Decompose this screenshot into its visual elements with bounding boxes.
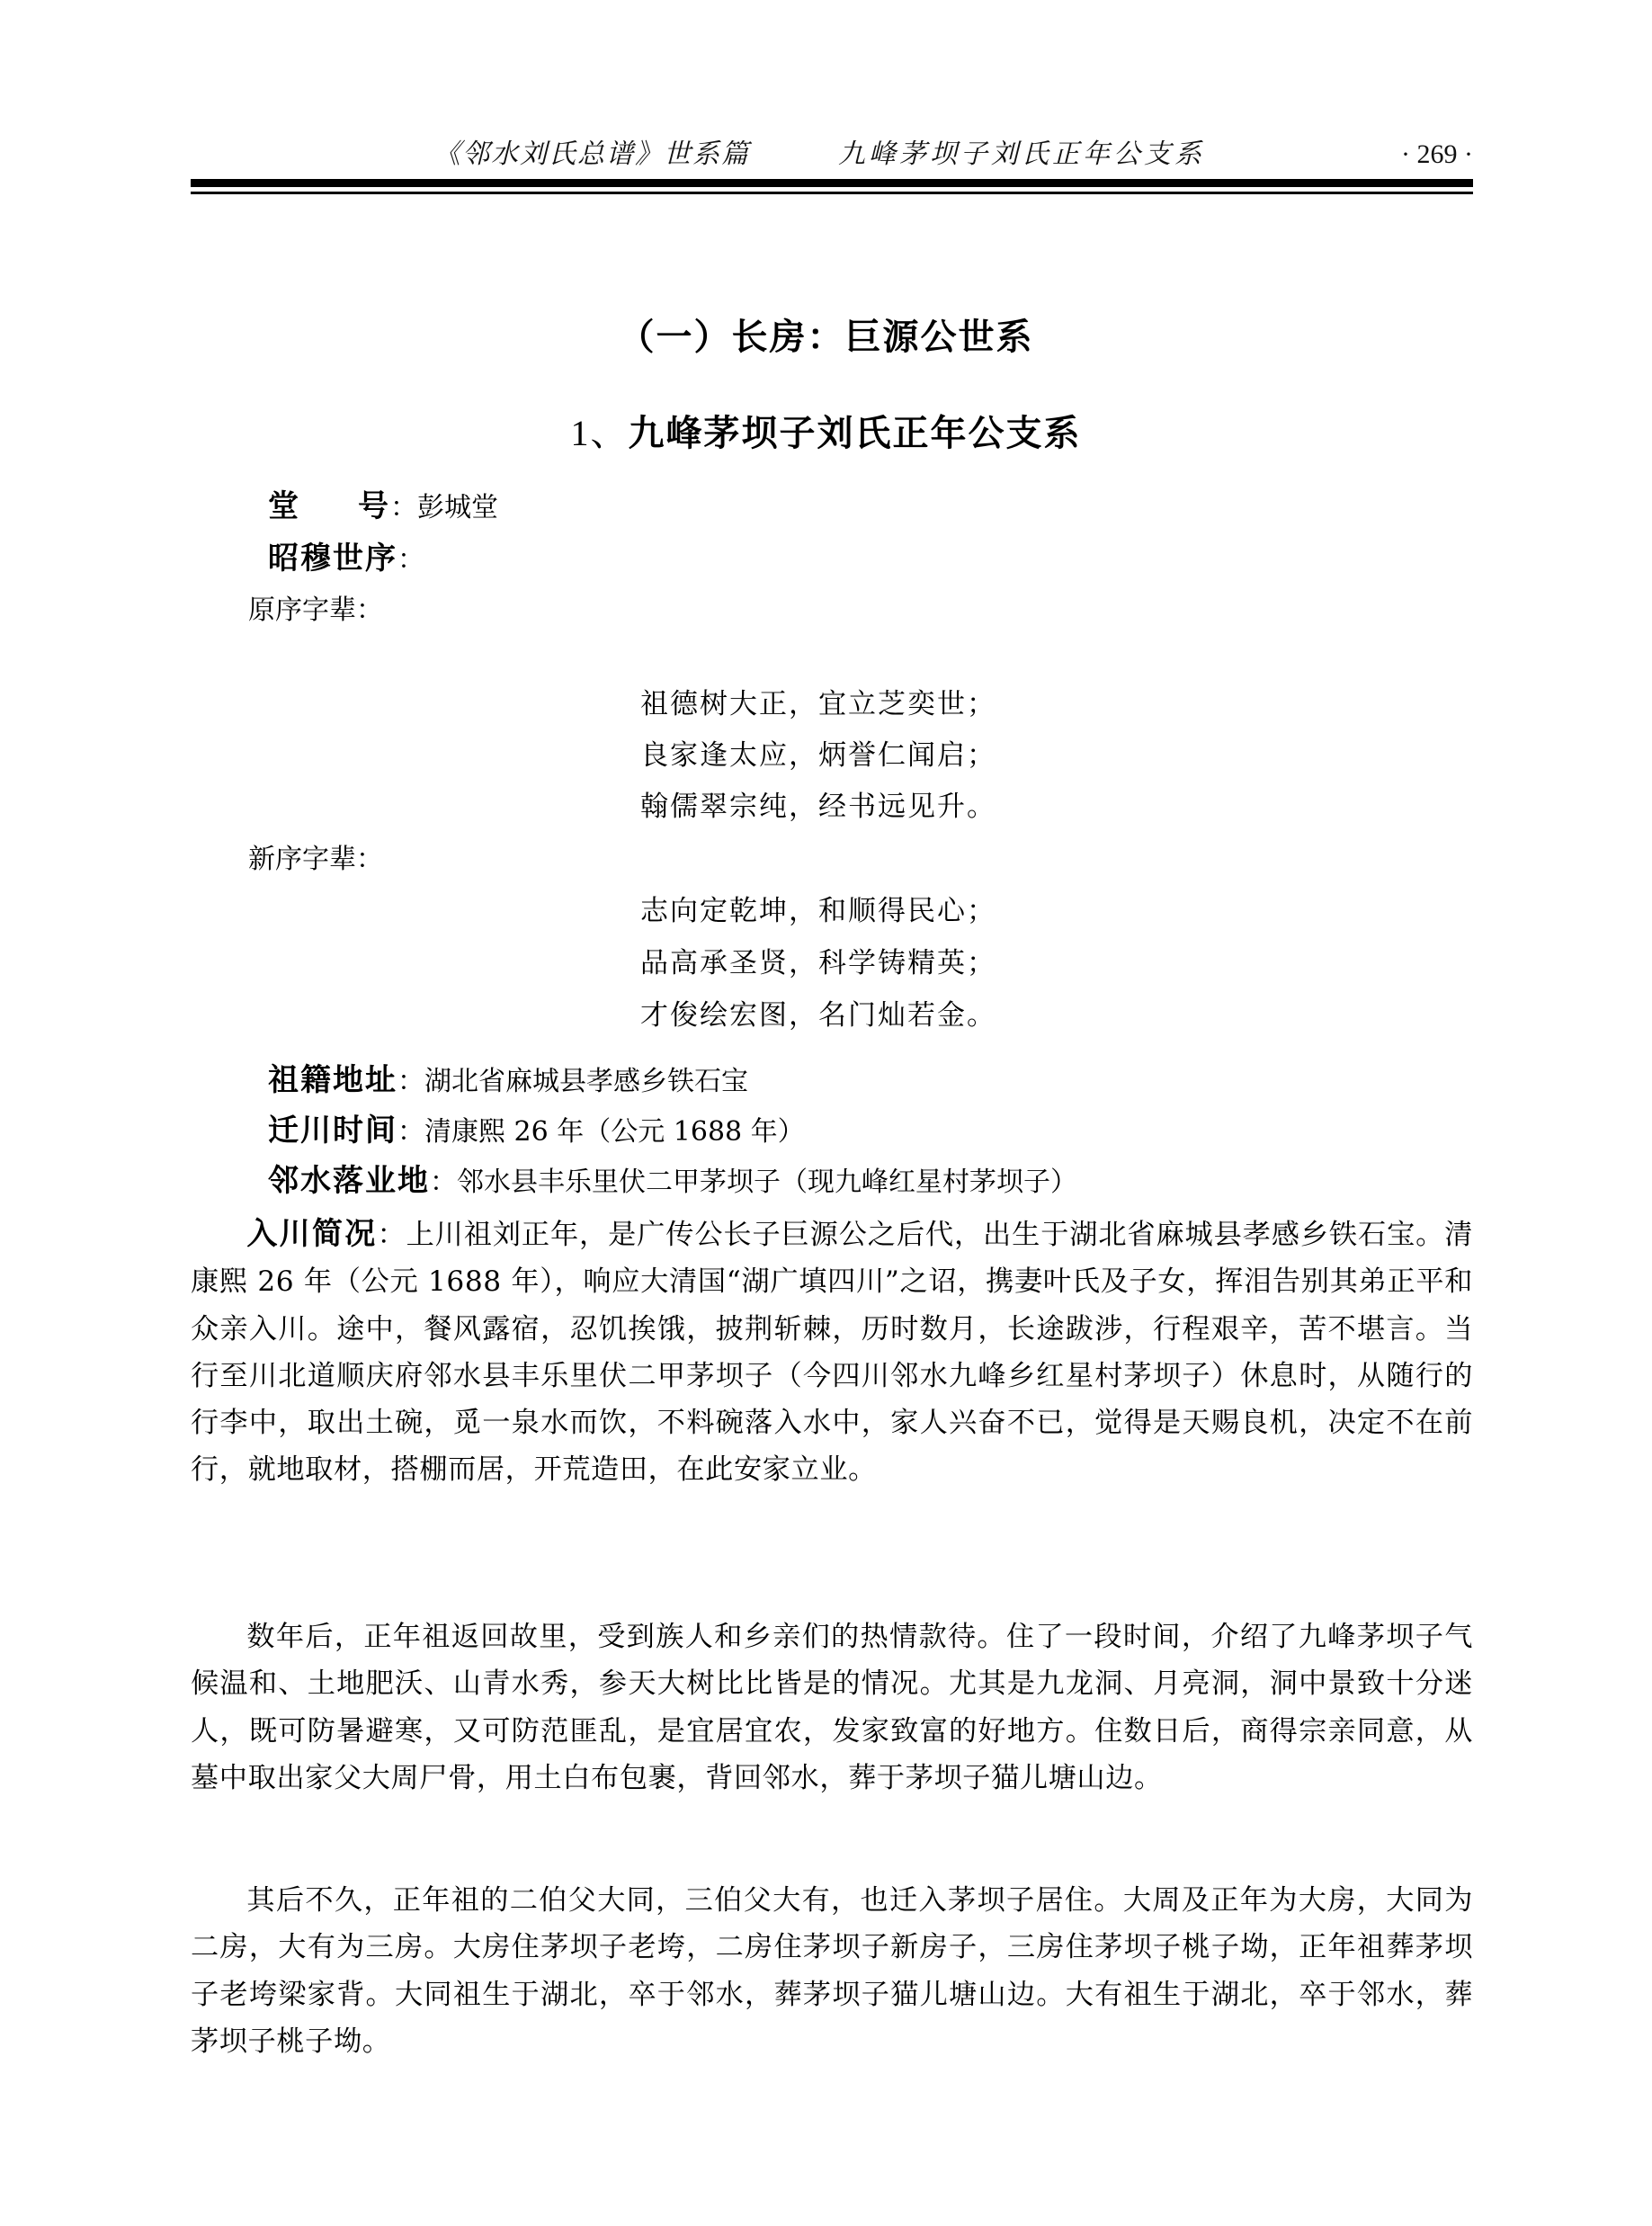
poem-line: 才俊绘宏图，名门灿若金。 — [640, 999, 996, 1032]
poem-line: 翰儒翠宗纯，经书远见升。 — [640, 791, 996, 823]
new-order-label: 新序字辈： — [248, 844, 383, 875]
header-rule-thick — [191, 179, 1473, 187]
field-label-migration: 迁川时间 — [268, 1113, 397, 1149]
page-number: · 269 · — [1401, 139, 1473, 169]
body-paragraph — [191, 1614, 1473, 1801]
section-number: 1、 — [570, 413, 629, 453]
body-paragraph — [191, 1211, 1473, 1494]
field-value-settlement: 邻水县丰乐里伏二甲茅坝子（现九峰红星村茅坝子） — [457, 1167, 1077, 1198]
field-ancestral-address — [268, 1059, 748, 1103]
field-label-generation: 昭穆世序 — [268, 541, 397, 577]
colon: ： — [397, 1066, 424, 1097]
field-label-settlement: 邻水落业地 — [268, 1163, 430, 1199]
running-section-title: 九峰茅坝子刘氏正年公支系 — [838, 139, 1205, 170]
field-label-hall-second: 号 — [358, 488, 390, 524]
field-value-address: 湖北省麻城县孝感乡铁石宝 — [424, 1066, 748, 1097]
book-title: 《邻水刘氏总谱》世系篇 — [433, 139, 750, 170]
paragraph-text: 上川祖刘正年，是广传公长子巨源公之后代，出生于湖北省麻城县孝感乡铁石宝。清康熙 26 年（公元 1688 年），响应大清国“湖广填四川”之诏，携妻叶氏及子女，挥泪告别其弟正平和众亲入川。途中，餐风露宿，忍饥挨饿，披荆斩棘，历时数月，长途跋涉，行程艰辛，苦不堪言。当行至川北道顺庆府邻水县丰乐里伏二甲茅坝子（今四川邻水九峰乡红星村茅坝子）休息时，从随行的行李中，取出土碗，觅一泉水而饮，不料碗落入水中，家人兴奋不已，觉得是天赐良机，决定不在前行，就地取材，搭棚而居，开荒造田，在此安家立业。 — [191, 1219, 1473, 1487]
poem-line: 良家逢太应，炳誉仁闻启； — [640, 739, 996, 772]
section-heading — [0, 407, 1652, 460]
colon: ： — [397, 1116, 424, 1148]
original-order-label: 原序字辈： — [248, 594, 383, 626]
colon: ： — [430, 1167, 457, 1198]
poem-line: 志向定乾坤，和顺得民心； — [640, 895, 996, 927]
intro-label: 入川简况 — [246, 1216, 378, 1252]
body-paragraph — [191, 1877, 1473, 2065]
header-rule-thin — [191, 192, 1473, 194]
field-migration-time — [268, 1110, 805, 1153]
field-label-hall-first: 堂 — [268, 488, 300, 524]
paragraph-text: 数年后，正年祖返回故里，受到族人和乡亲们的热情款待。住了一段时间，介绍了九峰茅坝子气候温和、土地肥沃、山青水秀，参天大树比比皆是的情况。尤其是九龙洞、月亮洞，洞中景致十分迷人，既可防暑避寒，又可防范匪乱，是宜居宜农，发家致富的好地方。住数日后，商得宗亲同意，从墓中取出家父大周尸骨，用土白布包裹，背回邻水，葬于茅坝子猫儿塘山边。 — [191, 1621, 1473, 1794]
field-hall-name — [268, 486, 498, 529]
field-settlement — [268, 1160, 1077, 1203]
colon: ： — [397, 544, 424, 576]
running-head — [191, 135, 1473, 174]
colon: ： — [390, 492, 417, 523]
chapter-heading: （一）长房：巨源公世系 — [618, 317, 1034, 358]
section-title: 九峰茅坝子刘氏正年公支系 — [628, 413, 1082, 454]
paragraph-text: 其后不久，正年祖的二伯父大同，三伯父大有，也迁入茅坝子居住。大周及正年为大房，大同为二房，大有为三房。大房住茅坝子老垮，二房住茅坝子新房子，三房住茅坝子桃子坳，正年祖葬茅坝子老垮梁家背。大同祖生于湖北，卒于邻水，葬茅坝子猫儿塘山边。大有祖生于湖北，卒于邻水，葬茅坝子桃子坳。 — [191, 1884, 1473, 2058]
field-label-address: 祖籍地址 — [268, 1062, 397, 1098]
field-value-migration: 清康熙 26 年（公元 1688 年） — [424, 1116, 805, 1148]
field-value-hall: 彭城堂 — [417, 492, 498, 523]
colon: ： — [377, 1219, 406, 1251]
field-generation-order — [268, 538, 424, 581]
poem-line: 祖德树大正，宜立芝奕世； — [640, 688, 996, 720]
poem-line: 品高承圣贤，科学铸精英； — [640, 947, 996, 979]
